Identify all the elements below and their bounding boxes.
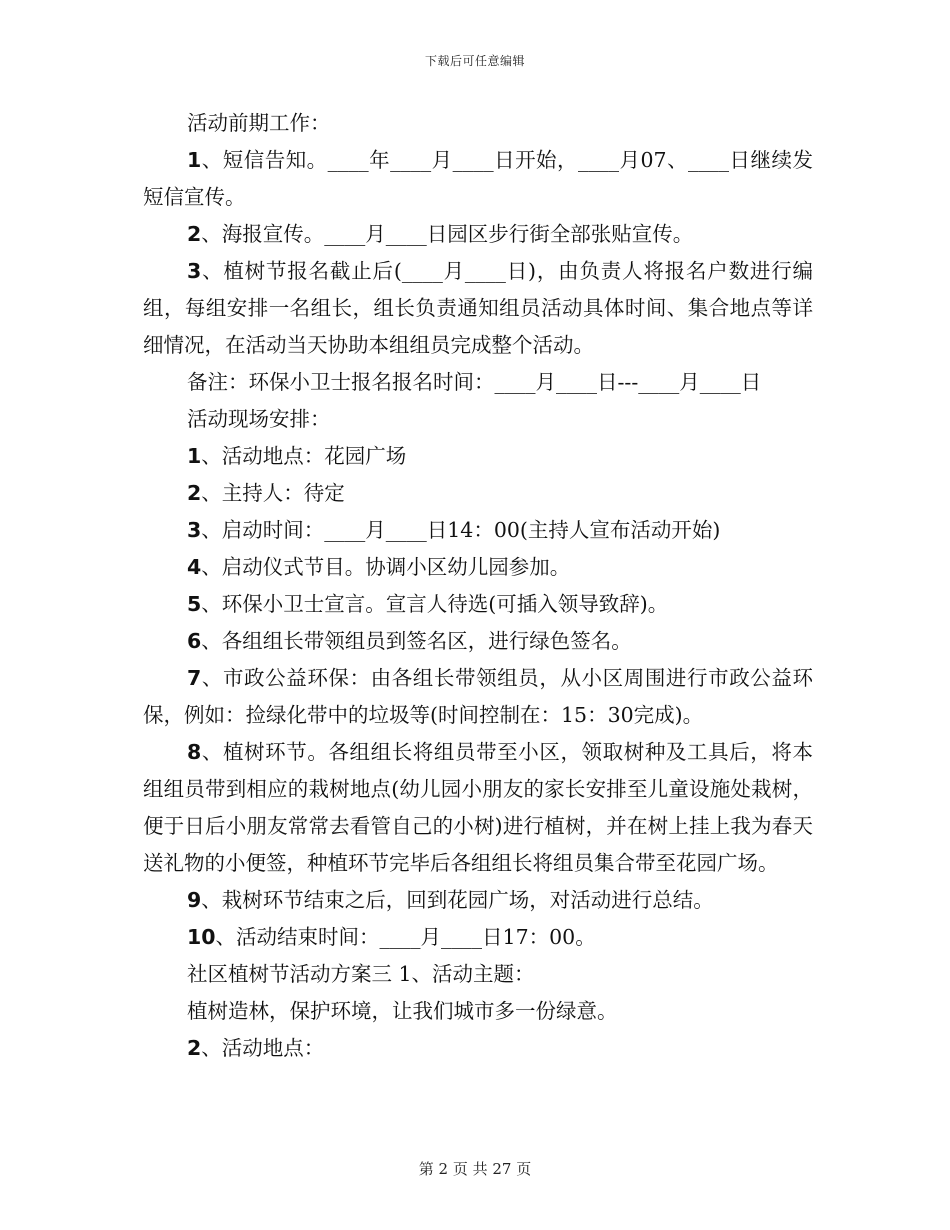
paragraph: 3、植树节报名截止后(____月____日)，由负责人将报名户数进行编组，每组安排一名组长，组长负责通知组员活动具体时间、集合地点等详细情况，在活动当天协助本组组员完成整个活动。 (143, 259, 813, 357)
paragraph: 8、植树环节。各组组长将组员带至小区，领取树种及工具后，将本组组员带到相应的栽树地点(幼儿园小朋友的家长安排至儿童设施处栽树，便于日后小朋友常常去看管自己的小树)进行植树，并在树上挂上我为春天送礼物的小便签，种植环节完毕后各组组长将组员集合带至花园广场。 (143, 740, 813, 875)
paragraph: 5、环保小卫士宣言。宣言人待选(可插入领导致辞)。 (187, 592, 669, 616)
page-header: 下载后可任意编辑 (424, 54, 525, 68)
paragraph: 10、活动结束时间：____月____日17：00。 (187, 925, 596, 949)
paragraph: 2、海报宣传。____月____日园区步行街全部张贴宣传。 (187, 222, 694, 246)
paragraph: 活动前期工作： (187, 111, 331, 135)
paragraph: 4、启动仪式节目。协调小区幼儿园参加。 (187, 555, 571, 579)
paragraph: 1、短信告知。____年____月____日开始，____月07、____日继续发短信宣传。 (143, 148, 813, 209)
paragraph: 2、活动地点： (187, 1036, 325, 1060)
paragraph: 备注：环保小卫士报名报名时间：____月____日---____月____日 (187, 370, 762, 394)
paragraph: 6、各组组长带领组员到签名区，进行绿色签名。 (187, 629, 632, 653)
paragraph: 7、市政公益环保：由各组长带领组员，从小区周围进行市政公益环保，例如：捡绿化带中的垃圾等(时间控制在：15：30完成)。 (143, 666, 813, 727)
paragraph: 植树造林，保护环境，让我们城市多一份绿意。 (187, 999, 618, 1023)
paragraph: 1、活动地点：花园广场 (187, 444, 407, 468)
paragraph: 2、主持人：待定 (187, 481, 345, 505)
page-footer: 第 2 页 共 27 页 (418, 1160, 532, 1178)
paragraph: 社区植树节活动方案三 1、活动主题： (187, 962, 535, 986)
paragraph: 3、启动时间：____月____日14：00(主持人宣布活动开始) (187, 518, 721, 542)
paragraph: 活动现场安排： (187, 407, 331, 431)
document-body (143, 105, 813, 1067)
paragraph: 9、栽树环节结束之后，回到花园广场，对活动进行总结。 (187, 888, 714, 912)
